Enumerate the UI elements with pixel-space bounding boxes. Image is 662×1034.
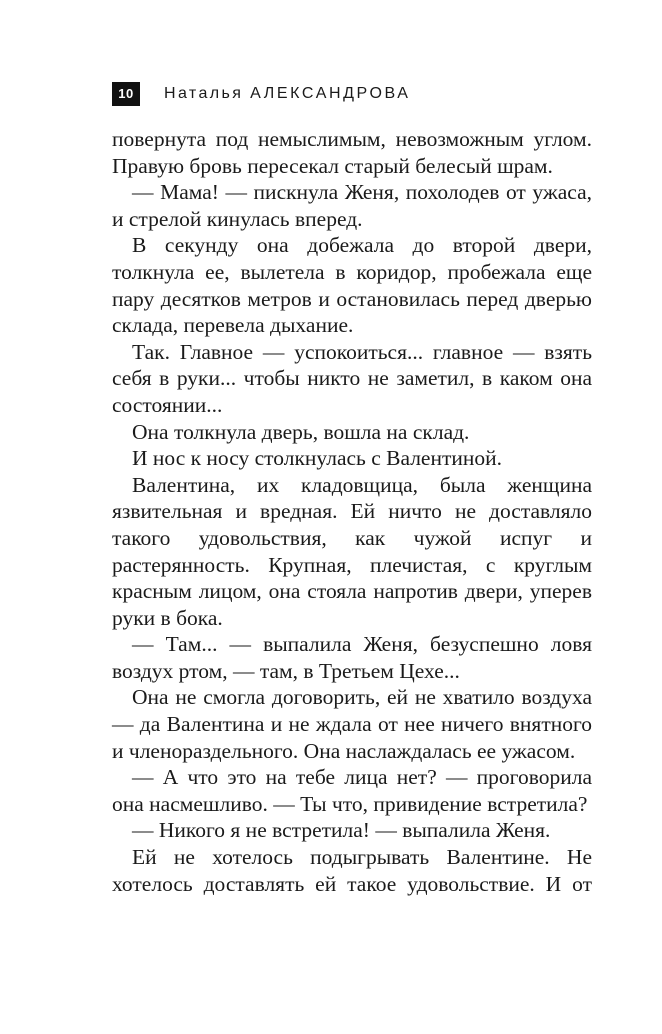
paragraph: — Никого я не встретила! — выпалила Женя. xyxy=(132,818,551,843)
paragraph: Она толкнула дверь, вошла на склад. xyxy=(132,419,470,444)
paragraph: — А что это на тебе лица нет? — проговорила она насмешливо. — Ты что, привидение встретила? xyxy=(112,765,592,816)
paragraph: Валентина, их кладовщица, была женщина язвительная и вредная. Ей ничто не доставляло такого удовольствия, как чужой испуг и растерянность. Крупная, плечистая, с круглым красным лицом, она стояла напротив двери, уперев руки в бока. xyxy=(112,472,592,630)
author-last-name: АЛЕКСАНДРОВА xyxy=(250,85,411,102)
paragraph: Она не смогла договорить, ей не хватило воздуха — да Валентина и не ждала от нее ничего внятного и членораздельного. Она наслаждалась ее ужасом. xyxy=(112,685,592,763)
paragraph: В секунду она добежала до второй двери, толкнула ее, вылетела в коридор, пробежала еще пару десятков метров и остановилась перед дверью склада, перевела дыхание. xyxy=(112,233,592,338)
paragraph: Так. Главное — успокоиться... главное — взять себя в руки... чтобы никто не заметил, в каком она состоянии... xyxy=(112,339,592,417)
page-number: 10 xyxy=(112,82,140,106)
paragraph: Ей не хотелось подыгрывать Валентине. Не хотелось доставлять ей такое удовольствие. И от xyxy=(112,845,592,896)
paragraph: — Там... — выпалила Женя, безуспешно ловя воздух ртом, — там, в Третьем Цехе... xyxy=(112,632,592,683)
paragraph: И нос к носу столкнулась с Валентиной. xyxy=(132,446,503,471)
paragraph: повернута под немыслимым, невозможным углом. Правую бровь пересекал старый белесый шрам. xyxy=(112,127,592,178)
author-first-name: Наталья xyxy=(164,85,244,102)
page-header xyxy=(112,82,411,106)
page-body-text xyxy=(112,126,592,897)
running-head-author xyxy=(164,85,411,103)
paragraph: — Мама! — пискнула Женя, похолодев от ужаса, и стрелой кинулась вперед. xyxy=(112,180,592,231)
